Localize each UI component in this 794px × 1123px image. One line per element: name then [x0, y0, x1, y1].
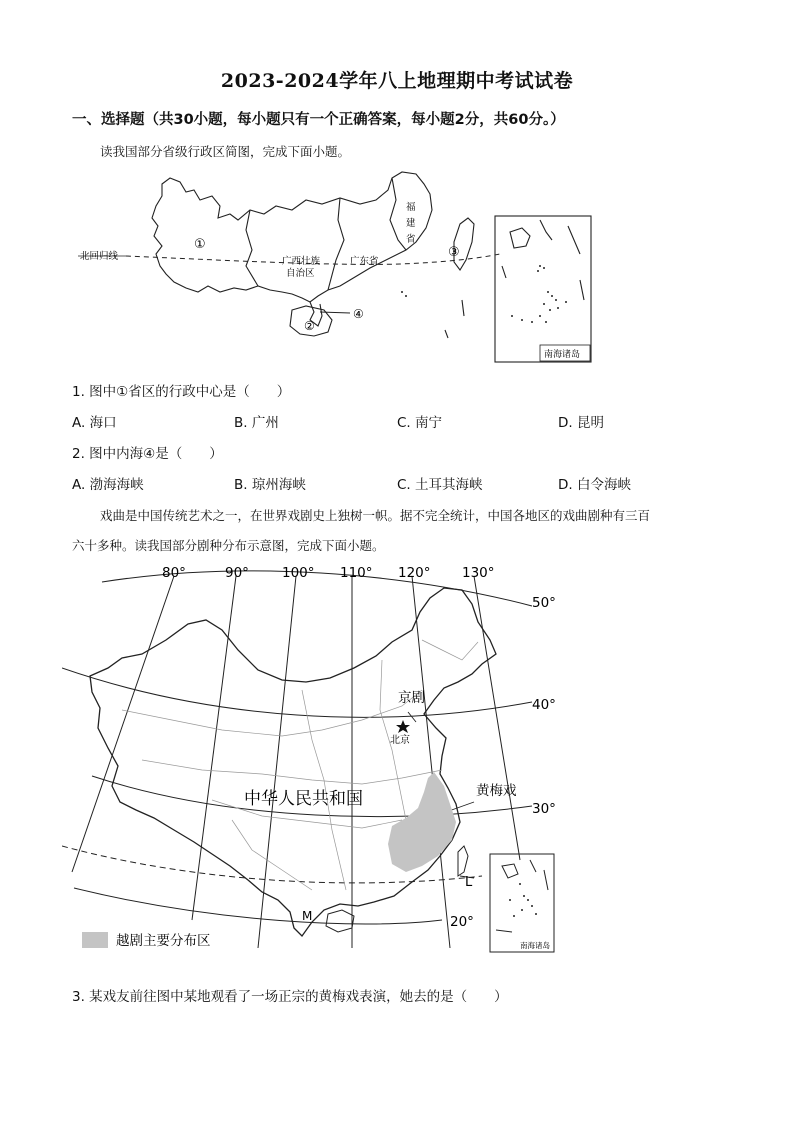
section-heading: 一、选择题（共30小题，每小题只有一个正确答案，每小题2分，共60分。）: [72, 112, 565, 128]
longitude-130: [474, 576, 520, 860]
fujian-label-2: 建: [406, 218, 416, 229]
label-2: ②: [304, 319, 315, 333]
taiwan-outline: [454, 218, 474, 270]
lon-label-100: 100°: [282, 565, 315, 581]
guangxi-guangdong-border: [328, 198, 344, 290]
guangdong-fujian-border: [390, 178, 406, 250]
country-label: 中华人民共和国: [244, 789, 363, 809]
group2-intro-line1: 戏曲是中国传统艺术之一，在世界戏剧史上独树一帜。据不完全统计，中国各地区的戏曲剧种有三百: [100, 508, 651, 523]
guangxi-label-1: 广西壮族: [282, 256, 321, 267]
lon-label-90: 90°: [225, 565, 249, 581]
question-1-option-d[interactable]: D. 昆明: [558, 415, 604, 431]
lon-label-80: 80°: [162, 565, 186, 581]
longitude-80: [72, 576, 174, 872]
question-2-option-d[interactable]: D. 白令海峡: [558, 477, 631, 493]
inset-box: [495, 216, 591, 362]
lat-label-20: 20°: [450, 914, 474, 930]
label-3: ③: [448, 245, 460, 260]
yunnan-guangxi-border: [246, 210, 258, 286]
question-1-stem: 1. 图中①省区的行政中心是（ ）: [72, 384, 291, 400]
beijing-star: [396, 720, 410, 733]
label-L: L: [465, 875, 473, 890]
lat-label-50: 50°: [532, 595, 556, 611]
question-2-stem: 2. 图中内海④是（ ）: [72, 446, 223, 462]
question-1-option-c[interactable]: C. 南宁: [397, 415, 443, 431]
legend-label: 越剧主要分布区: [116, 933, 211, 949]
exam-title: 2023-2024学年八上地理期中考试试卷: [220, 70, 574, 92]
question-3-stem: 3. 某戏友前往图中某地观看了一场正宗的黄梅戏表演，她去的是（ ）: [72, 989, 508, 1005]
group1-intro: 读我国部分省级行政区简图，完成下面小题。: [100, 144, 351, 159]
beijing-label: 北京: [390, 735, 410, 746]
guangxi-label-2: 自治区: [286, 268, 315, 279]
province-map: [70, 170, 600, 370]
group2-intro-line2: 六十多种。读我国部分剧种分布示意图，完成下面小题。: [72, 538, 385, 553]
fujian-label-3: 省: [406, 234, 416, 245]
question-2-option-a[interactable]: A. 渤海海峡: [72, 477, 144, 493]
guangdong-label: 广东省: [350, 256, 379, 267]
tropic-label: 北回归线: [80, 251, 119, 262]
china-outline: [90, 588, 496, 936]
opera-map: [62, 560, 562, 960]
latitude-40: [62, 668, 532, 717]
legend-swatch: [82, 932, 108, 948]
longitude-90: [192, 576, 236, 920]
yueju-area: [388, 772, 456, 872]
lon-label-130: 130°: [462, 565, 495, 581]
lat-label-40: 40°: [532, 697, 556, 713]
inset-label-1: 南海诸岛: [544, 350, 581, 360]
jingju-label: 京剧: [398, 690, 425, 706]
lon-label-110: 110°: [340, 565, 373, 581]
huangmeixi-label: 黄梅戏: [476, 783, 517, 799]
lat-label-30: 30°: [532, 801, 556, 817]
inset-box-2: [490, 854, 554, 952]
longitude-120: [412, 576, 450, 948]
question-2-option-c[interactable]: C. 土耳其海峡: [397, 477, 483, 493]
fujian-label-1: 福: [406, 202, 416, 213]
question-1-option-b[interactable]: B. 广州: [234, 415, 279, 431]
question-1-option-a[interactable]: A. 海口: [72, 415, 117, 431]
question-2-option-b[interactable]: B. 琼州海峡: [234, 477, 306, 493]
label-4: ④: [353, 307, 364, 321]
latitude-20: [74, 888, 442, 924]
label-1: ①: [194, 237, 206, 252]
inset-label-2: 南海诸岛: [520, 941, 550, 950]
label-M: M: [302, 909, 313, 923]
lon-label-120: 120°: [398, 565, 431, 581]
